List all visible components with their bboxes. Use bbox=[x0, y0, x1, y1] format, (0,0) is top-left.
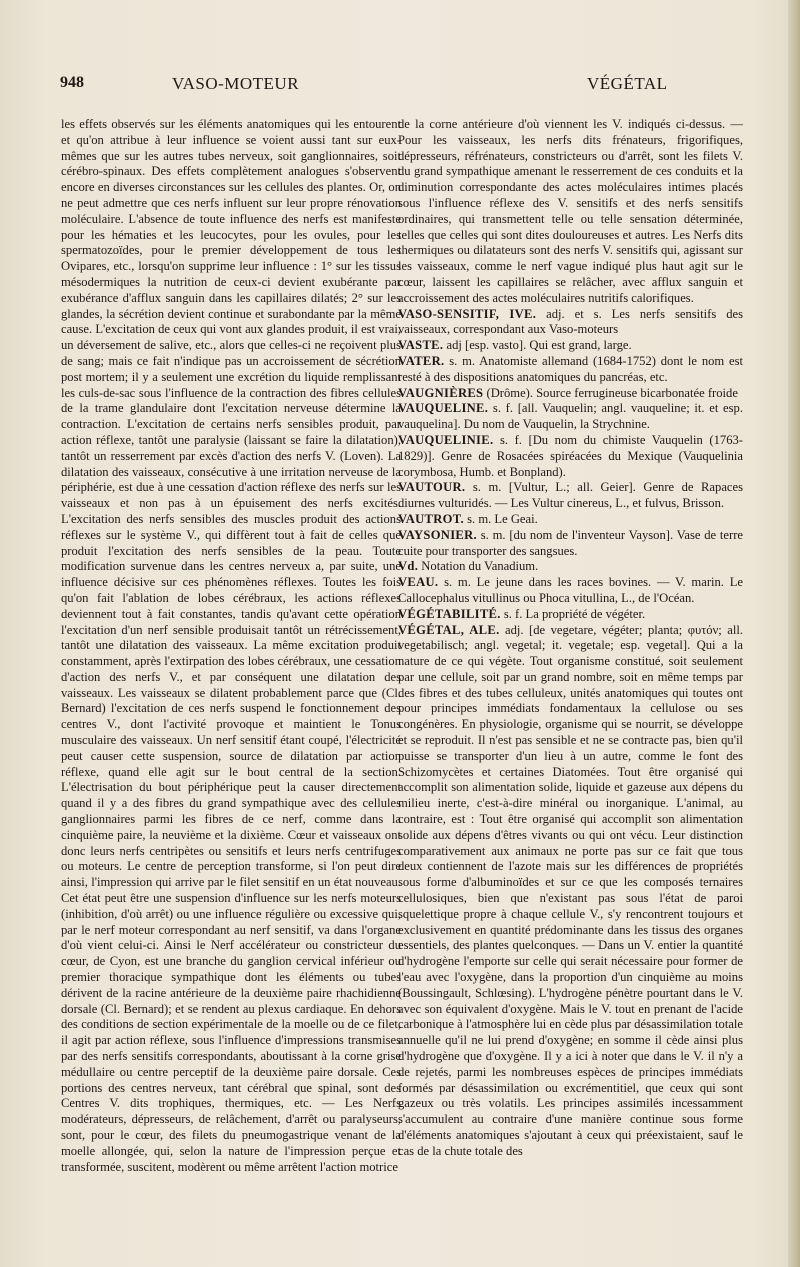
page-header bbox=[60, 74, 760, 98]
entry-headword: VATER. bbox=[398, 353, 445, 368]
dictionary-entry bbox=[398, 623, 743, 1160]
entry-headword: VAUTOUR. bbox=[398, 480, 466, 495]
running-head-right: VÉGÉTAL bbox=[587, 74, 668, 93]
page-number: 948 bbox=[60, 74, 84, 91]
dictionary-entry bbox=[398, 559, 743, 575]
dictionary-entry bbox=[398, 607, 743, 623]
entry-headword: VEAU. bbox=[398, 575, 439, 590]
right-column-continuation: de la corne antérieure d'où viennent les V. indiqués ci-dessus. — Pour les vaisseaux, les nerfs dits frénateurs, frigorifiques, dépresseurs, réfrénateurs, constricteurs ou d'arrêt, sont les filets V. du grand sympathique amenant le resserrement de ces conduits et la diminution correspondante des actes moléculaires intimes placés sous l'influence réflexe des V. sensitifs et des nerfs sensitifs ordinaires, qui transmettent telle ou telle sensation déterminée, telles que celles qui sont dites douloureuses et autres. Les Nerfs dits thermiques ou dilatateurs sont des nerfs V. sensitifs qui, agissant sur les vaisseaux, comme le nerf vague indiqué plus haut agit sur le cœur, laissent les capillaires se relâcher, avec afflux sanguin et accroissement des actes moléculaires nutritifs calorifiques. bbox=[398, 117, 743, 305]
dictionary-entry bbox=[398, 575, 743, 607]
entry-headword: VÉGÉTAL, ALE. bbox=[398, 622, 500, 637]
entry-headword: VAUTROT. bbox=[398, 511, 464, 526]
entry-body: adj [esp. vasto]. Qui est grand, large. bbox=[443, 338, 632, 353]
entry-headword: VASTE. bbox=[398, 338, 444, 353]
entry-headword: VÉGÉTABILITÉ. bbox=[398, 606, 501, 621]
dictionary-entry bbox=[398, 354, 743, 386]
entry-body: s. m. Le Geai. bbox=[463, 511, 538, 526]
running-head-left: VASO-MOTEUR bbox=[172, 74, 300, 93]
dictionary-entry bbox=[398, 338, 743, 354]
dictionary-entry bbox=[398, 528, 743, 560]
dictionary-entry bbox=[398, 401, 743, 433]
entry-body: (Drôme). Source ferrugineuse bicarbonatée froide bbox=[483, 385, 738, 400]
dictionary-entry bbox=[398, 480, 743, 512]
entry-body: s. m. Le jeune dans les races bovines. — V. marin. Le Callocephalus vitullinus ou Phoca vitullina, L., de l'Océan. bbox=[398, 575, 743, 605]
entry-headword: VAUQUELINE. bbox=[398, 401, 489, 416]
dictionary-entry bbox=[398, 307, 743, 339]
entry-body: s. f. La propriété de végéter. bbox=[500, 606, 646, 621]
entry-headword: VAYSONIER. bbox=[398, 527, 477, 542]
entry-body: s. f. [Du nom du chimiste Vauquelin (1763-1829)]. Genre de Rosacées spiréacées du Mexique (Vauquelinia corymbosa, Humb. et Bonpland). bbox=[398, 432, 743, 479]
entry-body: adj. [de vegetare, végéter; planta; φυτόν; all. vegetabilisch; angl. vegetal; it. vegetale; esp. vegetal]. Qui a la nature de ce qui végète. Tout organisme constitué, soit seulement par une cellule, soit par un grand nombre, soit en même temps par des fibres et des tubes celluleux, unités anatomiques qui toutes ont pour principes immédiats fondamentaux la cellulose ou ses congénères. En physiologie, organisme qui se nourrit, se développe et se reproduit. Il n'est pas sensible et ne se contracte pas, bien qu'il puisse se transporter d'un lieu à un autre, comme le font des Schizomycètes et certaines Diatomées. Tout être organisé qui accomplit son alimentation solide, liquide et gazeuse aux dépens du milieu inerte, c'est-à-dire minéral ou inorganique. L'animal, au contraire, est : Tout être organisé qui accomplit son alimentation solide aux dépens d'êtres vivants ou qui ont vécu. Leur distinction comparativement aux animaux ne porte pas sur ce fait que tous deux contiennent de l'azote mais sur les différences de propriétés sous forme d'albuminoïdes et sur ce que les composés ternaires cellulosiques, bien que n'existant pas sous l'état de paroi squelettique propre à chaque cellule V., s'y rencontrent toujours et exclusivement en quantité prédominante dans les tissus des organes essentiels, des plantes quelconques. — Dans un V. entier la quantité d'hydrogène l'emporte sur celle qui serait nécessaire pour former de l'eau avec l'oxygène, dans la proportion d'un cinquième au moins (Boussingault, Schlœsing). L'hydrogène pénètre pourtant dans le V. avec son équivalent d'oxygène. Mais le V. tout en prenant de l'acide carbonique à l'atmosphère lui en cède plus par désassimilation totale annuelle qu'il ne lui prend d'oxygène; en somme il cède ainsi plus d'hydrogène que d'oxygène. Il y a ici à noter que dans le V. il n'y a de rejetés, parmi les nombreuses espèces de principes immédiats formés par désassimilation ou excrémentitiel, que ceux qui sont gazeux ou très volatils. Les principes assimilés incessamment s'accumulent au contraire d'une manière continue sous forme d'éléments anatomiques s'ajoutant à ceux qui préexistaient, sauf le cas de la chute totale des bbox=[398, 622, 743, 1158]
entry-headword: Vd. bbox=[398, 559, 419, 574]
dictionary-entry bbox=[398, 386, 743, 402]
entry-body: s. m. [du nom de l'inventeur Vayson]. Vase de terre cuite pour transporter des sangsues. bbox=[398, 527, 743, 558]
entry-headword: VASO-SENSITIF, IVE. bbox=[398, 306, 537, 321]
entry-body: s. m. [Vultur, L.; all. Geier]. Genre de Rapaces diurnes vulturidés. — Les Vultur cinereus, L., et fulvus, Brisson. bbox=[398, 480, 743, 511]
dictionary-entry bbox=[398, 433, 743, 480]
entry-body: s. f. [all. Vauquelin; angl. vauqueline; it. et esp. vauquelina]. Du nom de Vauquelin, la Strychnine. bbox=[398, 401, 743, 432]
entry-body: s. m. Anatomiste allemand (1684-1752) dont le nom est resté à des dispositions anatomiques du pancréas, etc. bbox=[398, 353, 743, 384]
right-column bbox=[398, 117, 743, 1227]
entry-headword: VAUQUELINIE. bbox=[398, 432, 494, 447]
entry-body: adj. et s. Les nerfs sensitifs des vaisseaux, correspondant aux Vaso-moteurs bbox=[398, 306, 743, 337]
entry-body: Notation du Vanadium. bbox=[418, 559, 539, 574]
left-column bbox=[61, 117, 401, 1227]
page-edge bbox=[788, 0, 800, 1267]
left-column-text: les effets observés sur les éléments anatomiques qui les entourent et qu'on attribue à leur influence se voient aussi tant sur eux-mêmes que sur les autres tubes nerveux, soit ganglionnaires, soit cérébro-spinaux. Des effets complètement analogues s'observent encore en diverses circonstances sur les cellules des plantes. Or, on ne peut admettre que ces nerfs influent sur leur propre rénovation moléculaire. L'absence de toute influence des nerfs est manifeste pour les hématies et les leucocytes, pour les ovules, pour les spermatozoïdes, pour le premier développement de tous les Ovipares, etc., lorsqu'on supprime leur influence : 1° sur les tissus mésodermiques la nutrition de ceux-ci devient exubérante par exubérance d'afflux sanguin dans les capillaires dilatés; 2° sur les glandes, la sécrétion devient continue et surabondante par la même cause. L'excitation de ceux qui vont aux glandes produit, il est vrai, un déversement de salive, etc., alors que celles-ci ne reçoivent plus de sang; mais ce fait n'indique pas un accroissement de sécrétion post mortem; il y a seulement une excrétion du liquide remplissant les culs-de-sac sous l'influence de la contraction des fibres cellules de la trame glandulaire dont l'excitation nerveuse détermine la contraction. L'excitation de certains nerfs sensibles produit, par action réflexe, tantôt une paralysie (laissant se faire la dilatation), tantôt un resserrement par excès d'action des nerfs V. (Loven). La dilatation des vaisseaux, consécutive à une irritation nerveuse de la périphérie, est due à une cessation d'action réflexe des nerfs sur les vaisseaux et non pas à un épuisement des nerfs excités. L'excitation des nerfs sensibles des muscles produit des actions réflexes sur le système V., qui diffèrent tout à fait de celles que produit l'excitation des nerfs sensibles de la peau. Toute modification survenue dans les centres nerveux a, par suite, une influence décisive sur ces phénomènes réflexes. Toutes les fois qu'on fait l'ablation de lobes cérébraux, les actions réflexes deviennent tout à fait constantes, tandis qu'avant cette opération l'excitation d'un nerf sensible produisait tantôt un rétrécissement, tantôt une dilatation des vaisseaux. La même excitation produit constamment, après l'extirpation des lobes cérébraux, une cessation d'action des nerfs V., et par conséquent une dilatation des vaisseaux. Les vaisseaux se dilatent probablement parce que (Cl. Bernard) l'excitation de ces nerfs suspend le fonctionnement des centres V., dont l'activité provoque et maintient le Tonus musculaire des vaisseaux. Un nerf sensitif étant coupé, l'électricité peut causer cette suspension, source de dilatation par action réflexe, quand elle agit sur le bout central de la section. L'électrisation du bout périphérique peut la causer directement quand il y a des fibres du grand sympathique avec des cellules ganglionnaires parmi les fibres de ce nerf, comme dans la cinquième paire, la neuvième et la dixième. Cœur et vaisseaux ont donc leurs nerfs centripètes ou sensitifs et leurs nerfs centrifuges ou moteurs. Le centre de perception transforme, si l'on peut dire ainsi, l'impression qui arrive par le filet sensitif en un état nouveau. Cet état peut être une suspension d'influence sur les nerfs moteurs (inhibition, d'où arrêt) ou une influence régulière ou excessive qui, par le nerf moteur correspondant au nerf sensitif, va dans l'organe d'où vient celui-ci. Ainsi le Nerf accélérateur ou constricteur du cœur, de Cyon, est une branche du ganglion cervical inférieur ou premier thoracique sympathique dont les éléments ou tubes dérivent de la racine antérieure de la deuxième paire rhachidienne dorsale (Cl. Bernard); et se rendent au plexus cardiaque. En dehors des conditions de section expérimentale de la moelle ou de ce filet, il agit par action réflexe, sous l'influence d'impressions transmises par des nerfs sensitifs correspondants, aboutissant à la corne grise médullaire ou centre perceptif de la deuxième paire dorsale. Ces portions des centres nerveux, tant cérébral que spinal, sont des Centres V. dits trophiques, thermiques, etc. — Les Nerfs modérateurs, dépresseurs, de relâchement, d'arrêt ou paralyseurs, sont, pour le cœur, des filets du pneumogastrique venant de la moelle allongée, qui, selon la nature de l'impression perçue et transformée, suscitent, modèrent ou même arrêtent l'action motrice bbox=[61, 117, 401, 1174]
entry-headword: VAUGNIÈRES bbox=[398, 385, 484, 400]
dictionary-entry bbox=[398, 512, 743, 528]
